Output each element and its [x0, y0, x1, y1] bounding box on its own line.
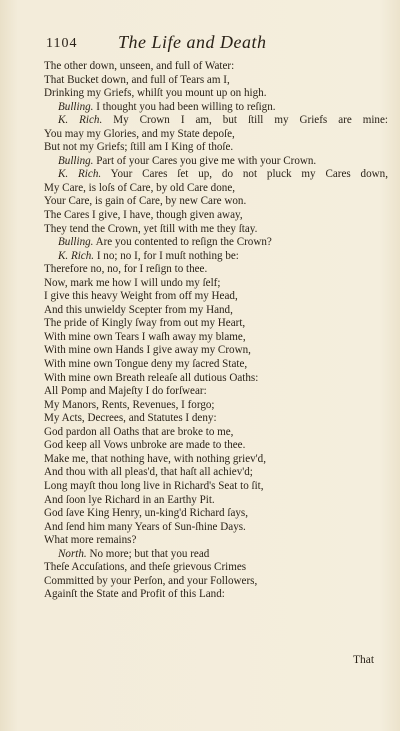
text-line — [44, 101, 388, 115]
speaker-name: K. Rich. — [58, 249, 95, 262]
line-text: Make me, that nothing have, with nothing griev'd, — [44, 452, 266, 465]
text-line — [44, 426, 388, 440]
text-line — [44, 344, 388, 358]
text-line — [44, 358, 388, 372]
line-text: Your Care, is gain of Care, by new Care won. — [44, 195, 247, 208]
text-line — [44, 588, 388, 602]
line-text: Now, mark me how I will undo my ſelf; — [44, 276, 221, 289]
text-line — [44, 399, 388, 413]
speaker-name: Bulling. — [58, 236, 94, 249]
text-line — [44, 453, 388, 467]
line-text: What more remains? — [44, 534, 137, 547]
line-text: Theſe Accuſations, and theſe grievous Crimes — [44, 561, 247, 574]
text-line — [44, 575, 388, 589]
text-line — [44, 507, 388, 521]
line-text: My Crown I am, but ſtill my Griefs are mine: — [102, 114, 388, 127]
line-text: My Care, is loſs of Care, by old Care done, — [44, 181, 236, 194]
text-line — [44, 223, 388, 237]
line-text: And this unwieldy Scepter from my Hand, — [44, 303, 233, 316]
text-line — [44, 385, 388, 399]
running-title: The Life and Death — [118, 32, 267, 52]
page-number: 1104 — [46, 36, 78, 51]
line-text: You may my Glories, and my State depoſe, — [44, 127, 235, 140]
line-text: My Acts, Decrees, and Statutes I deny: — [44, 412, 217, 425]
text-line — [44, 439, 388, 453]
line-text: I give this heavy Weight from off my Head, — [44, 290, 238, 303]
line-text: That Bucket down, and full of Tears am I, — [44, 73, 230, 86]
text-line — [44, 534, 388, 548]
speaker-name: K. Rich. — [58, 168, 102, 181]
text-line — [44, 277, 388, 291]
text-line — [44, 480, 388, 494]
text-line — [44, 87, 388, 101]
line-text: Long mayſt thou long live in Richard's Seat to ſit, — [44, 479, 264, 492]
text-line — [44, 331, 388, 345]
line-text: With mine own Tongue deny my ſacred State, — [44, 358, 248, 371]
line-text: The Cares I give, I have, though given away, — [44, 209, 243, 222]
line-text: The other down, unseen, and full of Water: — [44, 60, 235, 72]
text-line — [44, 74, 388, 88]
line-text: Therefore no, no, for I reſign to thee. — [44, 263, 208, 276]
text-line — [44, 250, 388, 264]
line-text: All Pomp and Majeſty I do forſwear: — [44, 385, 207, 398]
text-line — [44, 466, 388, 480]
speaker-name: K. Rich. — [58, 114, 103, 127]
speaker-name: Bulling. — [58, 154, 94, 167]
text-line — [44, 141, 388, 155]
text-line — [44, 236, 388, 250]
text-line — [44, 128, 388, 142]
text-line — [44, 114, 388, 128]
text-line — [44, 494, 388, 508]
text-line — [44, 168, 388, 182]
line-text: No more; but that you read — [86, 547, 210, 560]
text-line — [44, 290, 388, 304]
line-text: My Manors, Rents, Revenues, I forgo; — [44, 398, 215, 411]
text-line — [44, 155, 388, 169]
line-text: And thou with all pleas'd, that haſt all achiev'd; — [44, 466, 253, 479]
speaker-name: Bulling. — [58, 100, 94, 113]
line-text: Your Cares ſet up, do not pluck my Cares down, — [101, 168, 388, 181]
text-line — [44, 561, 388, 575]
line-text: I thought you had been willing to reſign. — [93, 100, 276, 113]
line-text: And ſoon lye Richard in an Earthy Pit. — [44, 493, 215, 506]
page-header — [0, 32, 400, 54]
text-line — [44, 548, 388, 562]
text-line — [44, 60, 388, 74]
line-text: Againſt the State and Profit of this Land: — [44, 588, 225, 601]
catchword: That — [353, 654, 375, 666]
line-text: They tend the Crown, yet ſtill with me they ſtay. — [44, 222, 258, 235]
line-text: Drinking my Griefs, whilſt you mount up on high. — [44, 87, 267, 100]
line-text: God keep all Vows unbroke are made to thee. — [44, 439, 246, 452]
line-text: But not my Griefs; ſtill am I King of thoſe. — [44, 141, 234, 154]
line-text: Part of your Cares you give me with your Crown. — [93, 154, 317, 167]
line-text: I no; no I, for I muſt nothing be: — [94, 249, 239, 262]
line-text: The pride of Kingly ſway from out my Heart, — [44, 317, 246, 330]
line-text: Are you contented to reſign the Crown? — [93, 236, 272, 249]
speaker-name: North. — [58, 547, 87, 560]
line-text: Committed by your Perſon, and your Followers, — [44, 574, 258, 587]
text-line — [44, 209, 388, 223]
line-text: And ſend him many Years of Sun-ſhine Days. — [44, 520, 246, 533]
text-line — [44, 182, 388, 196]
line-text: God pardon all Oaths that are broke to me, — [44, 425, 234, 438]
text-line — [44, 195, 388, 209]
text-line — [44, 521, 388, 535]
line-text: With mine own Breath releaſe all dutious Oaths: — [44, 371, 259, 384]
line-text: With mine own Tears I waſh away my blame, — [44, 330, 246, 343]
line-text: With mine own Hands I give away my Crown, — [44, 344, 251, 357]
text-line — [44, 412, 388, 426]
text-line — [44, 263, 388, 277]
line-text: God ſave King Henry, un-king'd Richard ſays, — [44, 507, 249, 520]
text-line — [44, 317, 388, 331]
verse-text — [44, 60, 388, 602]
text-line — [44, 372, 388, 386]
text-line — [44, 304, 388, 318]
